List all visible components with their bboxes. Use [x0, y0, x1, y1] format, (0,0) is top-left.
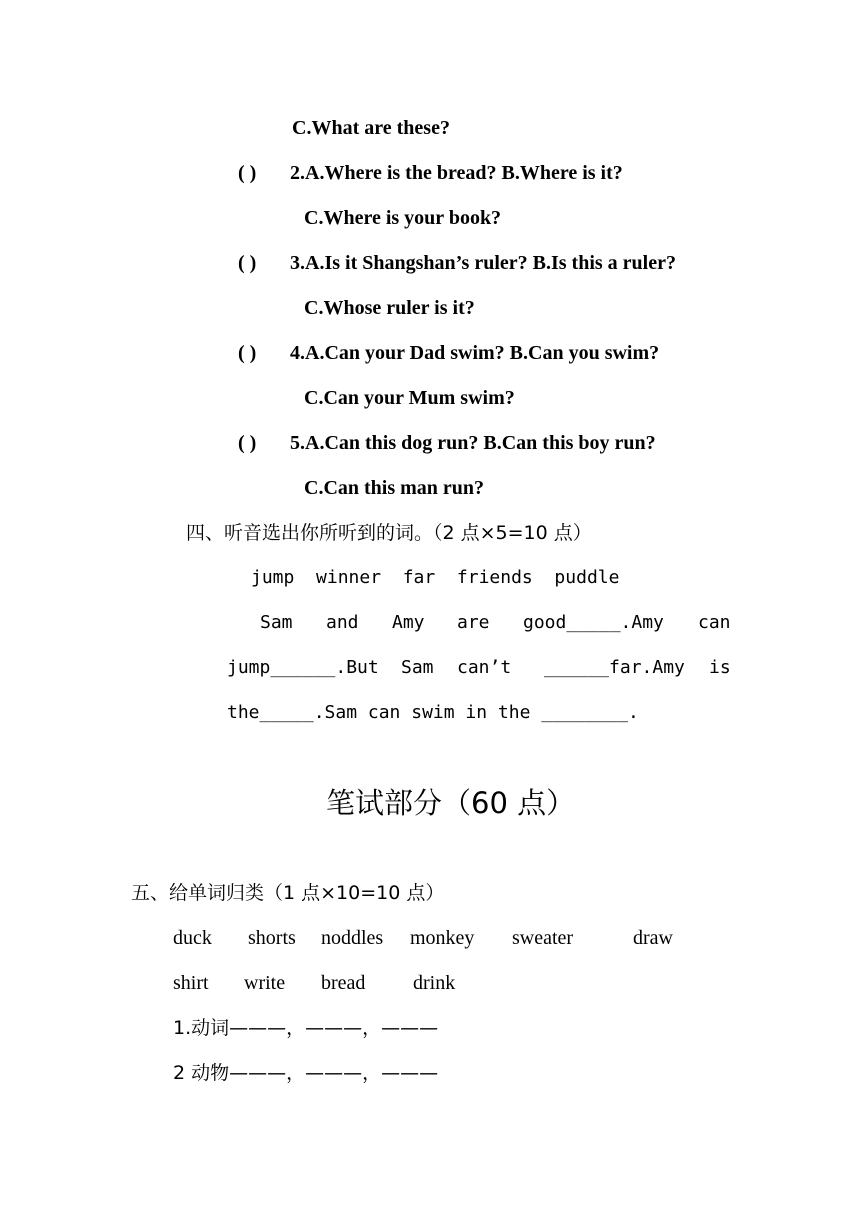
answer-blank: ( ) [238, 162, 257, 184]
question-2-option-c: C.Where is your book? [304, 207, 502, 229]
classify-word: duck [173, 927, 212, 949]
classify-word: drink [413, 972, 456, 994]
passage-line-2 [0, 653, 860, 683]
passage-word: jump______.But [227, 657, 379, 678]
question-5-text: 5.A.Can this dog run? B.Can this boy run? [290, 432, 656, 454]
classify-words-row-1 [0, 923, 860, 953]
answer-blank: ( ) [238, 432, 257, 454]
section-5-heading: 五、给单词归类（1 点×10=10 点） [131, 882, 445, 904]
question-2 [238, 158, 623, 188]
passage-word: ______far.Amy [544, 657, 685, 678]
passage-word: can [698, 612, 731, 633]
classify-word: monkey [410, 927, 475, 949]
classify-word: shirt [173, 972, 209, 994]
question-4-option-c: C.Can your Mum swim? [304, 387, 515, 409]
question-4-text: 4.A.Can your Dad swim? B.Can you swim? [290, 342, 660, 364]
classify-word: noddles [321, 927, 384, 949]
passage-line-3: the_____.Sam can swim in the ________. [227, 702, 639, 723]
answer-blank: ( ) [238, 342, 257, 364]
classify-words-row-2 [0, 968, 860, 998]
question-5 [238, 428, 656, 458]
passage-word: Sam [260, 612, 293, 633]
question-3 [238, 248, 676, 278]
question-3-text: 3.A.Is it Shangshan’s ruler? B.Is this a ruler? [290, 252, 676, 274]
passage-line-1 [0, 608, 860, 638]
classify-word: sweater [512, 927, 574, 949]
passage-word: and [326, 612, 359, 633]
question-5-option-c: C.Can this man run? [304, 477, 485, 499]
classify-word: write [244, 972, 286, 994]
section-4-heading: 四、听音选出你所听到的词。（2 点×5=10 点） [186, 522, 592, 544]
question-4 [238, 338, 659, 368]
classify-word: shorts [248, 927, 296, 949]
question-1-option-c: C.What are these? [292, 117, 450, 139]
question-2-text: 2.A.Where is the bread? B.Where is it? [290, 162, 623, 184]
passage-word: Sam [401, 657, 434, 678]
classify-word: bread [321, 972, 366, 994]
category-animals: 2 动物———，———，——— [173, 1062, 439, 1084]
passage-word: is [709, 657, 731, 678]
written-section-title: 笔试部分（60 点） [326, 786, 576, 820]
passage-word: are [457, 612, 490, 633]
classify-word: draw [633, 927, 673, 949]
passage-word: Amy [392, 612, 425, 633]
answer-blank: ( ) [238, 252, 257, 274]
category-verbs: 1.动词———，———，——— [173, 1017, 439, 1039]
passage-word: can’t [457, 657, 512, 678]
word-bank: jump winner far friends puddle [251, 567, 620, 588]
passage-word: good_____.Amy [523, 612, 664, 633]
question-3-option-c: C.Whose ruler is it? [304, 297, 475, 319]
